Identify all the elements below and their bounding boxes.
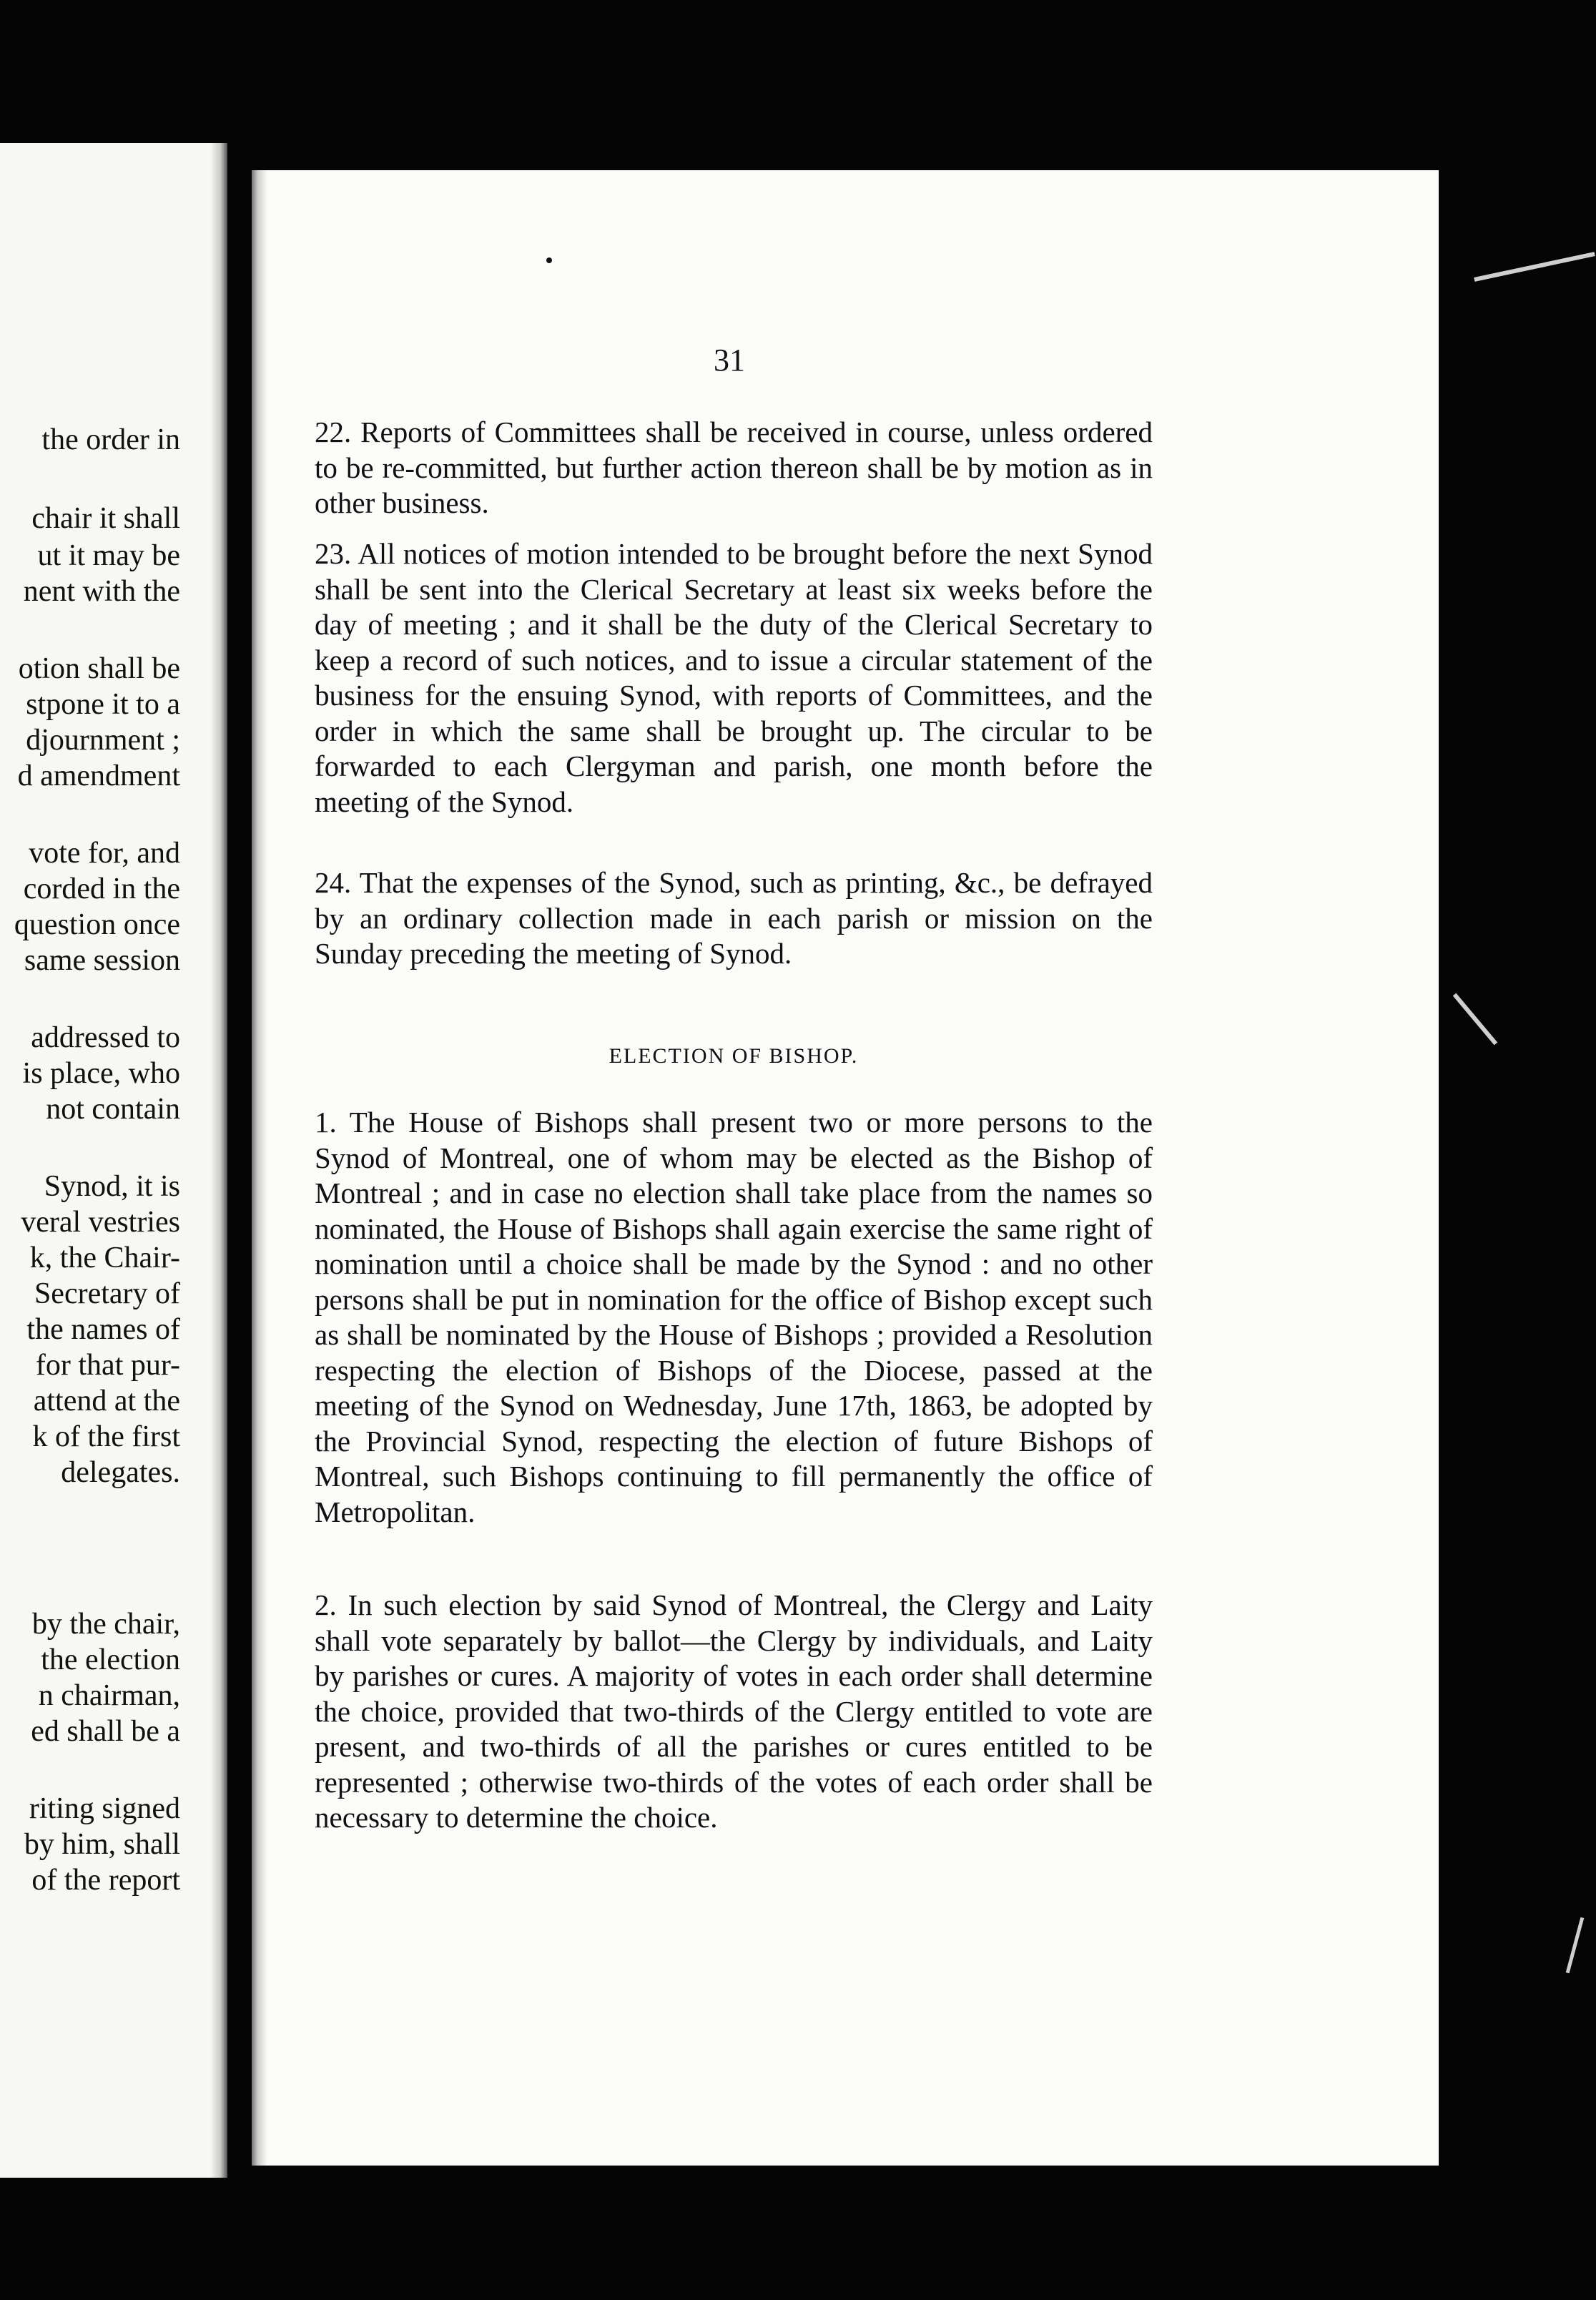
left-page-line: n chairman, (38, 1679, 180, 1712)
left-page-line: same session (24, 944, 180, 977)
left-page-line: attend at the (33, 1385, 180, 1417)
left-page-line: chair it shall (31, 502, 180, 535)
left-page-line: veral vestries (21, 1206, 180, 1239)
left-page-line: for that pur- (35, 1349, 180, 1382)
left-page-line: vote for, and (29, 837, 180, 870)
left-page-line: the election (41, 1643, 180, 1676)
page-number: 31 (714, 343, 745, 378)
left-page-gutter (210, 143, 227, 2178)
left-page-line: is place, who (22, 1057, 180, 1090)
section-heading: ELECTION OF BISHOP. (609, 1044, 859, 1068)
left-page-line: d amendment (17, 760, 180, 792)
left-page-line: by the chair, (31, 1608, 180, 1641)
paragraph-22: 22. Reports of Committees shall be received in course, unless ordered to be re-committed, but further action thereon shall be by motion as in other business. (315, 416, 1153, 519)
ink-speck (546, 257, 552, 263)
left-page-line: k of the first (32, 1420, 180, 1453)
paragraph-24: 24. That the expenses of the Synod, such as printing, &c., be defrayed by an ordinary collection made in each parish or mission on the Sunday preceding the meeting of Synod. (315, 866, 1153, 970)
left-page-line: delegates. (61, 1456, 180, 1489)
left-facing-page (0, 143, 227, 2178)
left-page-line: Secretary of (34, 1277, 180, 1310)
left-page-line: ed shall be a (31, 1715, 180, 1748)
page-fold-shadow (252, 170, 267, 2166)
left-page-line: question once (14, 908, 180, 941)
left-page-line: of the report (31, 1864, 180, 1897)
left-page-line: otion shall be (18, 652, 180, 685)
left-page-line: djournment ; (26, 724, 180, 757)
left-page-line: by him, shall (24, 1828, 180, 1861)
left-page-line: addressed to (31, 1021, 180, 1054)
left-page-line: k, the Chair- (29, 1242, 180, 1274)
left-page-line: Synod, it is (44, 1170, 180, 1203)
election-paragraph-1: 1. The House of Bishops shall present two or more persons to the Synod of Montreal, one of whom may be elected as the Bishop of Montreal ; and in case no election shall take place from the names so nominated, the House of Bishops shall again exercise the same right of nomination until a choice shall be made by the Synod : and no other persons shall be put in nomination for the office of Bishop except such as shall be nominated by the House of Bishops ; provided a Resolution respecting the election of Bishops of the Diocese, passed at the meeting of the Synod on Wednesday, June 17th, 1863, be adopted by the Provincial Synod, respecting the election of future Bishops of Montreal, such Bishops continuing to fill permanently the office of Metropolitan. (315, 1106, 1153, 1528)
left-page-line: not contain (46, 1093, 180, 1126)
left-page-line: nent with the (23, 575, 180, 608)
election-paragraph-2: 2. In such election by said Synod of Montreal, the Clergy and Laity shall vote separately by ballot—the Clergy by individuals, and Laity by parishes or cures. A majority of votes in each order shall determine the choice, provided that two-thirds of the Clergy entitled to vote are present, and two-thirds of all the parishes or cures entitled to be represented ; otherwise two-thirds of the votes of each order shall be necessary to determine the choice. (315, 1588, 1153, 1834)
left-page-line: stpone it to a (26, 688, 180, 721)
left-page-line: the order in (41, 423, 180, 456)
paragraph-23: 23. All notices of motion intended to be brought before the next Synod shall be sent into the Clerical Secretary at least six weeks before the day of meeting ; and it shall be the duty of the Clerical Secretary to keep a record of such notices, and to issue a circular statement of the business for the ensuing Synod, with reports of Committees, and the order in which the same shall be brought up. The circular to be forwarded to each Clergyman and parish, one month before the meeting of the Synod. (315, 537, 1153, 818)
left-page-line: corded in the (23, 873, 180, 905)
left-page-line: the names of (26, 1313, 180, 1346)
left-page-line: ut it may be (37, 539, 180, 572)
left-page-line: riting signed (29, 1792, 180, 1825)
